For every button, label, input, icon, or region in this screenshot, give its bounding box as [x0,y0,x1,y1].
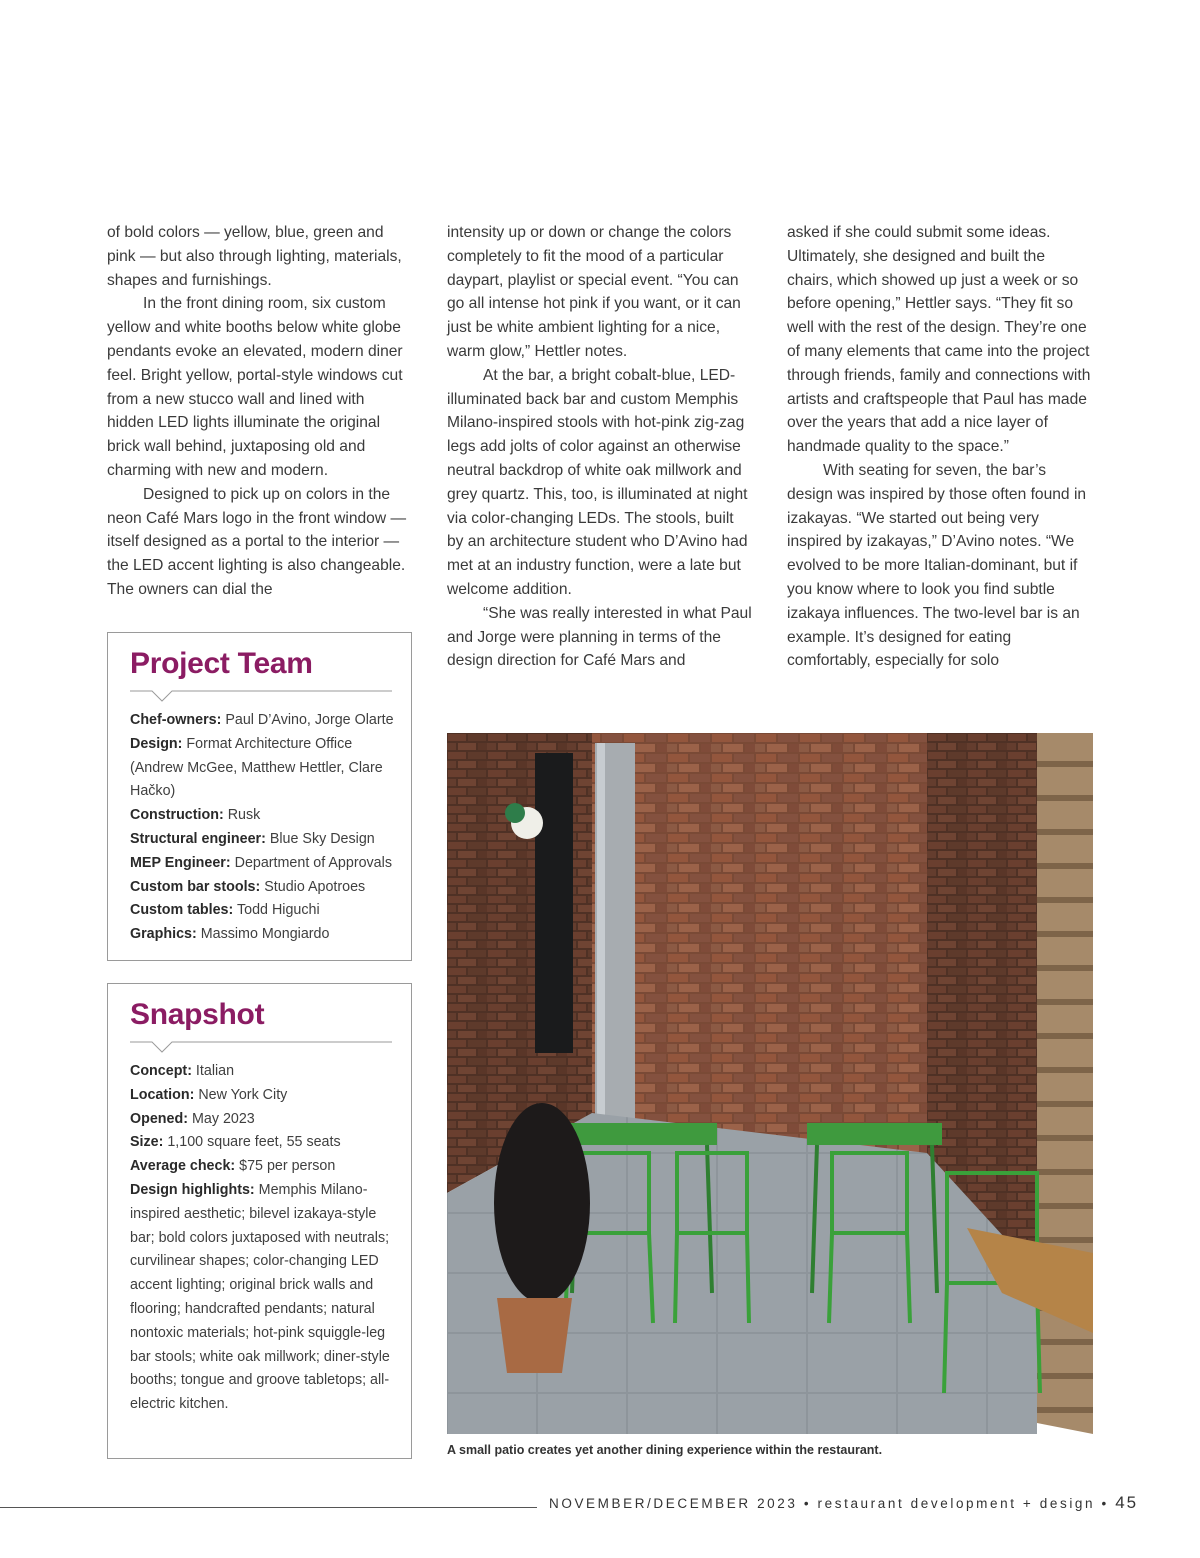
fact-row [130,1179,400,1417]
article-column-3 [787,221,1094,673]
footer-publication: restaurant development + design [817,1496,1096,1511]
fact-row [130,1084,400,1108]
photo-caption: A small patio creates yet another dining experience within the restaurant. [447,1443,883,1457]
fact-value: Massimo Mongiardo [196,926,330,943]
fact-label: Custom tables: [130,902,234,919]
fact-label: Custom bar stools: [130,878,261,895]
article-paragraph: intensity up or down or change the colors completely to fit the mood of a particular daypart, playlist or special event. “You can go all intense hot pink if you want, or it can just be white ambient lighting for a nice, warm glow,” Hettler notes. [447,224,741,360]
fact-label: MEP Engineer: [130,854,231,871]
fact-row [130,876,400,900]
project-team-title: Project Team [130,647,313,680]
article-paragraph: asked if she could submit some ideas. Ultimately, she designed and built the chairs, which showed up just a week or so before opening,” Hettler says. “They fit so well with the rest of the design. They’re one of many elements that came into the project through friends, family and connections with artists and craftspeople that Paul has made over the years that add a nice layer of handmade quality to the space.” [787,224,1091,456]
fact-row [130,923,400,947]
fact-row [130,852,400,876]
article-paragraph: In the front dining room, six custom yellow and white booths below white globe pendants evoke an elevated, modern diner feel. Bright yellow, portal-style windows cut from a new stucco wall and lined with hidden LED lights illuminate the original brick wall behind, juxtaposing old and charming with new and modern. [107,295,403,479]
footer-rule [0,1507,537,1508]
fact-value: New York City [194,1086,288,1103]
fact-value: Rusk [223,807,261,824]
fact-label: Chef-owners: [130,712,222,728]
fact-value: Studio Apotroes [260,878,366,895]
snapshot-title: Snapshot [130,998,265,1031]
fact-label: Opened: [130,1110,188,1127]
snapshot-list [130,1060,400,1417]
title-rule-notch [130,689,392,705]
article-paragraph: At the bar, a bright cobalt-blue, LED-illuminated back bar and custom Memphis Milano-inspired stools with hot-pink zig-zag legs add jolts of color against an otherwise neutral backdrop of white oak millwork and grey quartz. This, too, is illuminated at night via color-changing LEDs. The stools, built by an architecture student who D’Avino had met at an industry function, were a late but welcome addition. [447,366,748,598]
page-number: 45 [1115,1493,1139,1512]
fact-row [130,1155,400,1179]
patio-photo [447,733,1093,1434]
fact-value: Italian [191,1063,235,1079]
fact-row [130,828,400,852]
fact-label: Structural engineer: [130,830,266,847]
fact-label: Graphics: [130,926,197,943]
fact-label: Location: [130,1086,195,1103]
fact-row [130,1108,400,1132]
fact-label: Design: [130,735,183,752]
article-paragraph: With seating for seven, the bar’s design was inspired by those often found in izakayas. “We started out being very inspired by izakayas,” D’Avino notes. “We evolved to be more Italian-dominant, but if you know where to look you find subtle izakaya influences. The two-level bar is an example. It’s designed for eating comfortably, especially for solo [787,461,1087,670]
fact-row [130,1131,400,1155]
fact-value: Department of Approvals [230,854,392,871]
article-paragraph: Designed to pick up on colors in the neon Café Mars logo in the front window — itself designed as a portal to the interior — the LED accent lighting is also changeable. The owners can dial the [107,485,407,598]
article-paragraph: “She was really interested in what Paul and Jorge were planning in terms of the design direction for Café Mars and [447,604,752,670]
footer-issue: NOVEMBER/DECEMBER 2023 [549,1496,798,1511]
fact-value: Todd Higuchi [233,902,320,919]
fact-value: Blue Sky Design [265,830,375,847]
fact-label: Concept: [130,1063,192,1079]
fact-row [130,733,400,804]
fact-row [130,804,400,828]
fact-row [130,709,400,733]
project-team-list [130,709,400,947]
project-team-sidebar [107,632,412,961]
page-footer: NOVEMBER/DECEMBER 2023 • restaurant development + design • 45 [549,1493,1139,1512]
fact-label: Construction: [130,807,224,824]
fact-label: Design highlights: [130,1181,255,1198]
fact-value: May 2023 [187,1110,255,1127]
fact-row [130,1060,400,1084]
fact-label: Average check: [130,1158,236,1175]
article-column-2 [447,221,752,673]
article-paragraph: of bold colors — yellow, blue, green and pink — but also through lighting, materials, shapes and furnishings. [107,224,402,289]
article-column-1 [107,221,412,602]
title-rule-notch [130,1040,392,1056]
fact-value: Format Architecture Office (Andrew McGee, Matthew Hettler, Clare Hačko) [130,735,383,800]
fact-row [130,899,400,923]
fact-value: Memphis Milano-inspired aesthetic; bilevel izakaya-style bar; bold colors juxtaposed with neutrals; curvilinear shapes; color-changing LED accent lighting; original brick walls and flooring; handcrafted pendants; natural nontoxic materials; hot-pink squiggle-leg bar stools; white oak millwork; diner-style booths; tongue and groove tabletops; all-electric kitchen. [130,1181,390,1413]
patio-illustration [447,733,1093,1434]
snapshot-sidebar [107,983,412,1459]
fact-label: Size: [130,1134,164,1151]
fact-value: 1,100 square feet, 55 seats [163,1134,341,1151]
fact-value: Paul D’Avino, Jorge Olarte [221,712,394,728]
fact-value: $75 per person [235,1158,336,1175]
